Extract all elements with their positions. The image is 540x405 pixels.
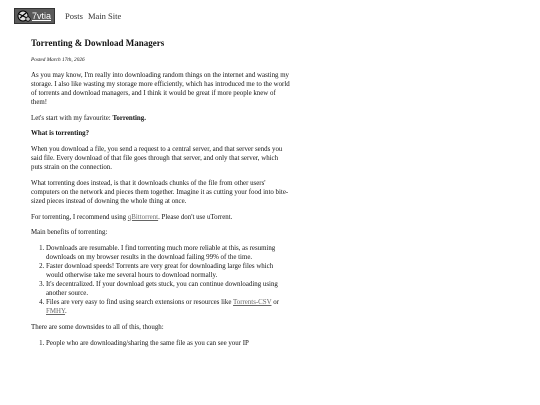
recommendation-paragraph [31, 213, 291, 222]
post-date: Posted March 17th, 2026 [31, 57, 85, 63]
downsides-list [31, 339, 291, 348]
list-item: 1. Downloads are resumable. I find torrenting much more reliable at this, as resuming downloads on my browser results in the download failing 99% of the time. [46, 244, 291, 262]
favourite-prefix: Let's start with my favourite: [31, 114, 113, 122]
site-logo[interactable] [14, 8, 55, 24]
recommend-prefix: For torrenting, I recommend using [31, 213, 128, 221]
benefit4-suffix: . [65, 308, 67, 316]
benefit4-prefix: Files are very easy to find using search extensions or resources like [46, 299, 234, 307]
downsides-intro: There are some downsides to all of this, though: [31, 323, 164, 331]
logo-text: 7vtia [32, 11, 52, 21]
intro-paragraph: As you may know, I'm really into downloading random things on the internet and wasting my storage. I also like wasting my storage more efficiently, which has introduced me to the world of torrents and download managers, and I think it would be great if more people knew of them! [31, 72, 290, 107]
benefits-heading: Main benefits of torrenting: [31, 229, 108, 237]
benefits-list [31, 244, 291, 317]
logo-icon [17, 10, 31, 22]
torrents-csv-link[interactable]: Torrents-CSV [233, 299, 272, 307]
list-item: 3. It's decentralized. If your download gets stuck, you can continue downloading using another source. [46, 280, 291, 298]
list-item: 1. People who are downloading/sharing the same file as you can see your IP [46, 339, 291, 348]
list-item: 2. Faster download speeds! Torrents are very great for downloading large files which would otherwise take me several hours to download normally. [46, 262, 291, 280]
post-title: Torrenting & Download Managers [31, 38, 165, 48]
torrent-explanation: What torrenting does instead, is that it downloads chunks of the file from other users' computers on the network and pieces them together. Imagine it as cutting your food into bite-sized pieces instead of downing the whole thing at once. [31, 179, 289, 205]
section-heading: What is torrenting? [31, 130, 90, 138]
favourite-highlight: Torrenting. [112, 114, 146, 122]
post-article [31, 36, 291, 354]
list-item [46, 298, 291, 316]
qbittorrent-link[interactable]: qBittorrent [127, 213, 159, 221]
recommend-suffix: . Please don't use uTorrent. [158, 213, 233, 221]
nav-link-main-site[interactable]: Main Site [87, 11, 122, 21]
nav-link-posts[interactable]: Posts [65, 11, 83, 21]
benefit4-mid: or [271, 299, 279, 307]
download-explanation: When you download a file, you send a request to a central server, and that server sends you said file. Every download of that file goes through that server, and only that server, which puts strain on the connection. [31, 145, 283, 172]
top-navigation [14, 8, 121, 24]
fmhy-link[interactable]: FMHY [46, 308, 66, 316]
favourite-paragraph [31, 114, 291, 123]
